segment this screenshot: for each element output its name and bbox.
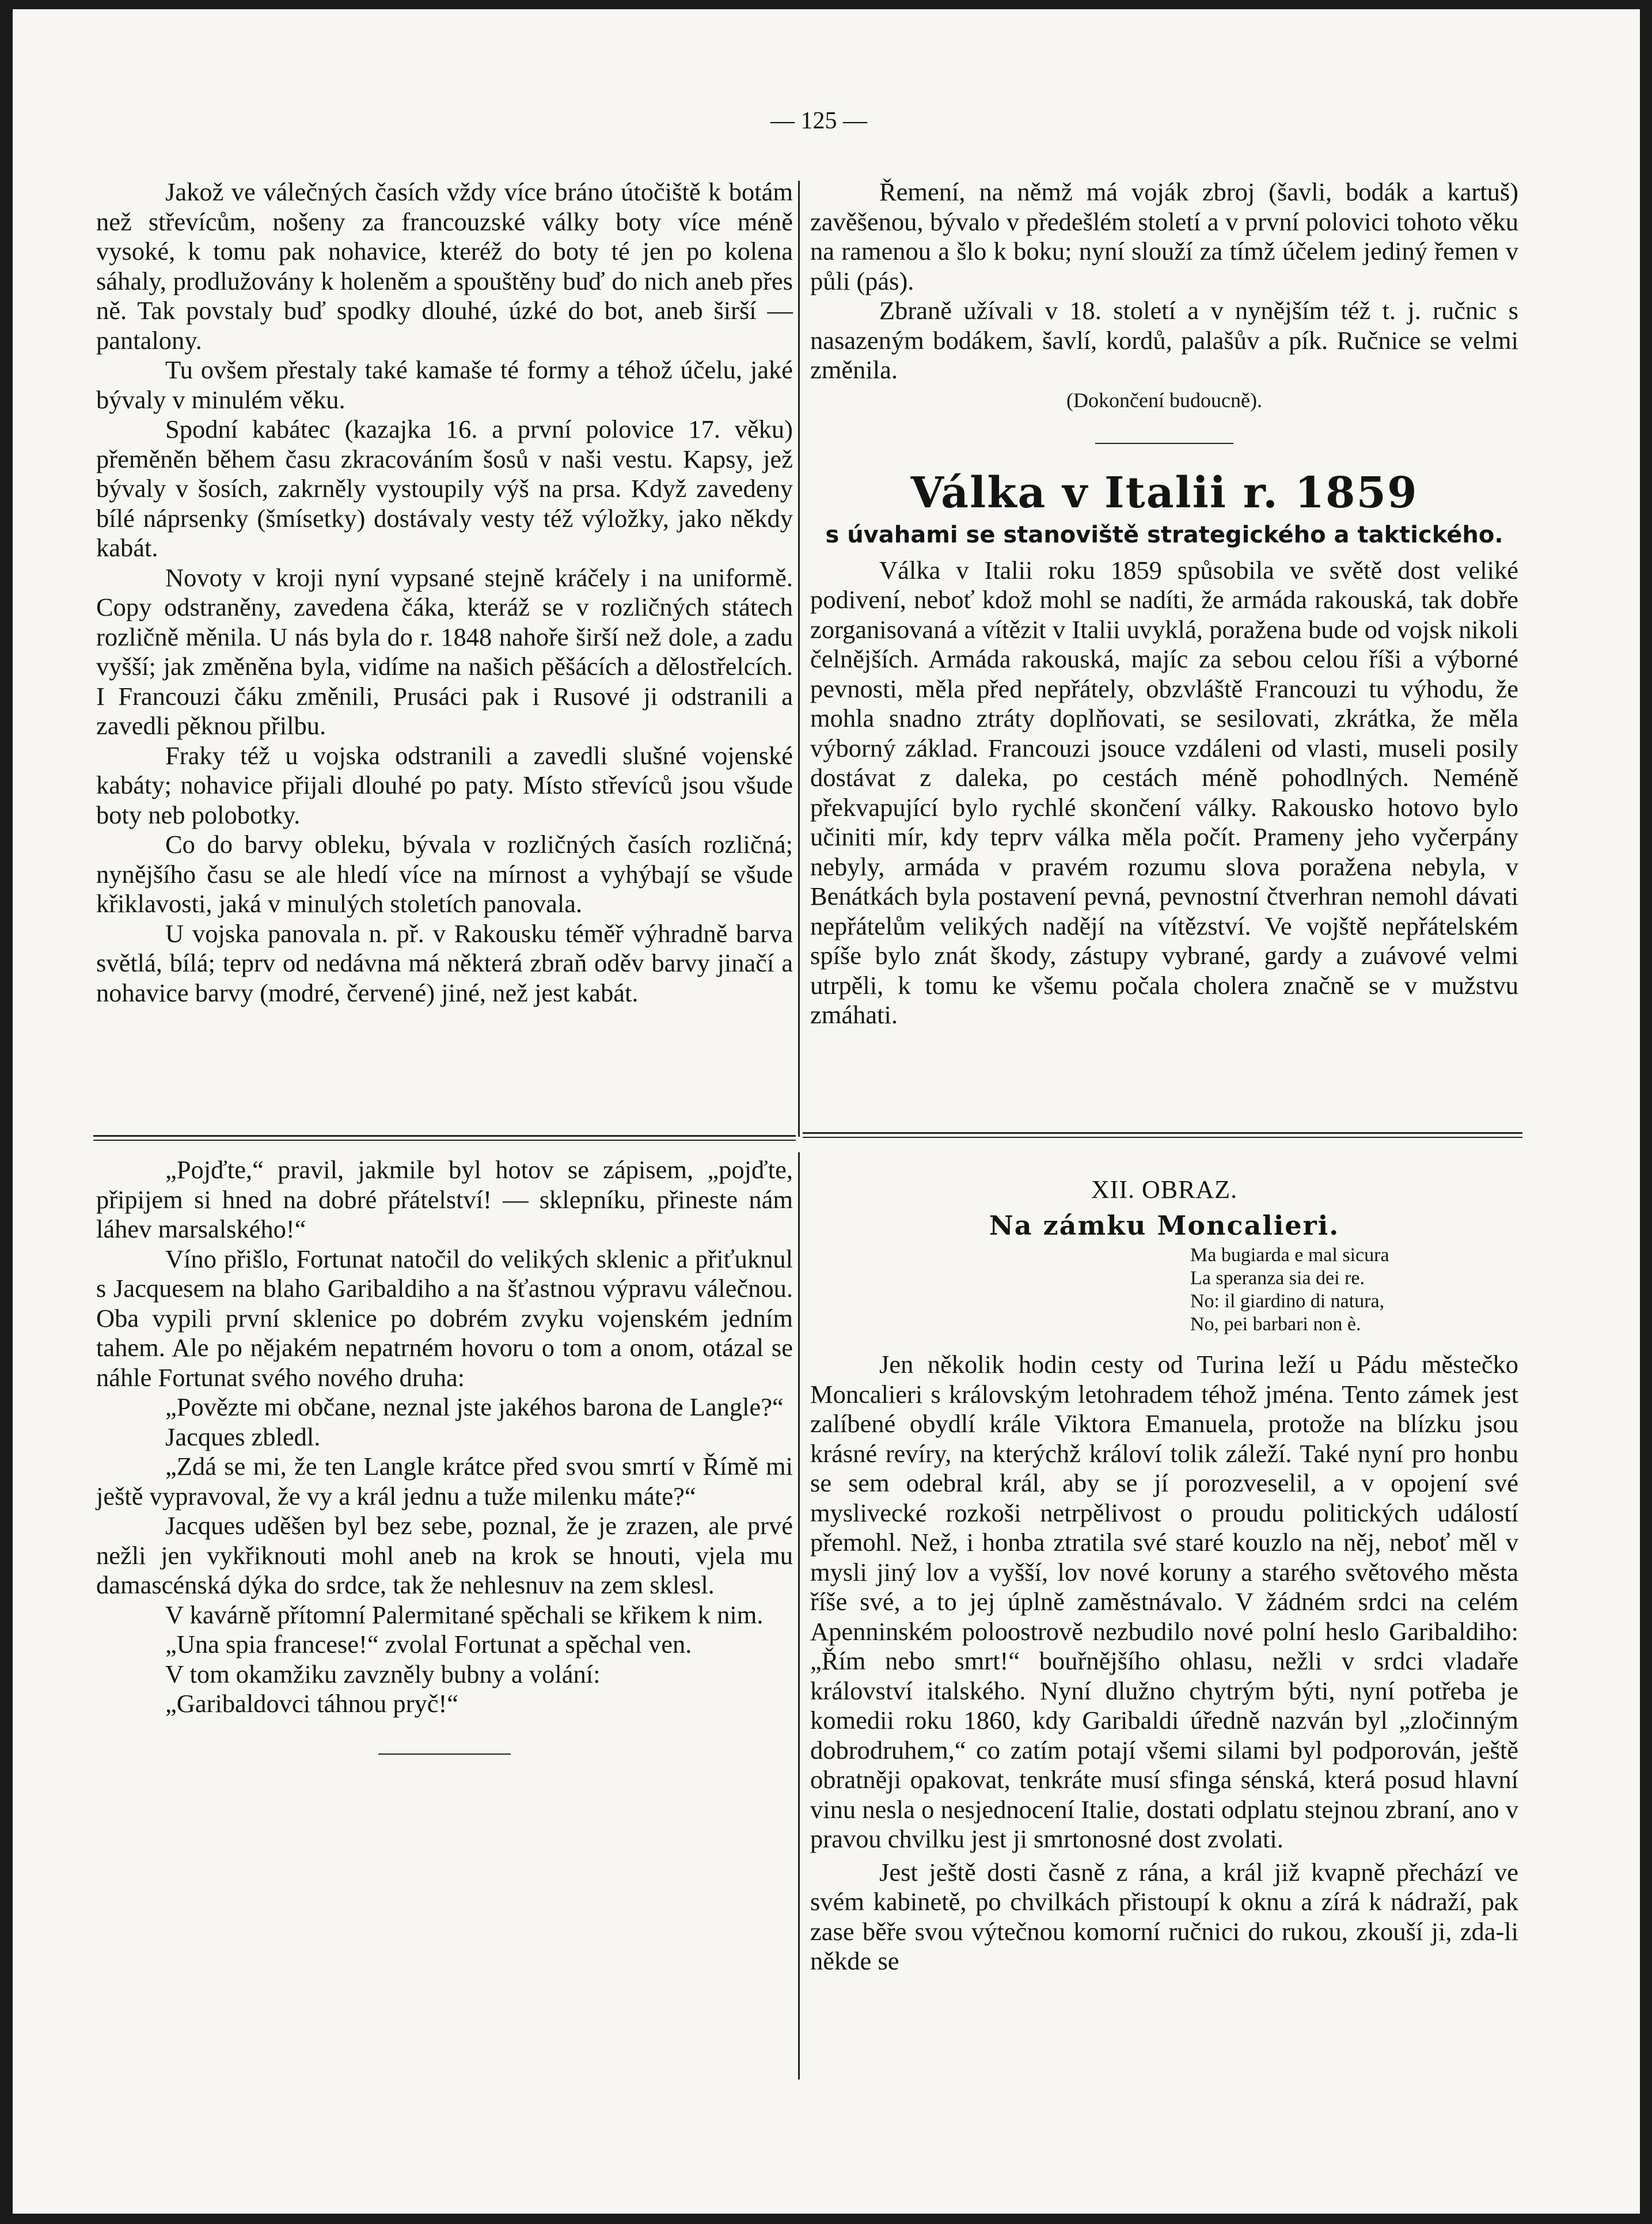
continuation-note: (Dokončení budoucně). [1066, 388, 1262, 412]
right-section-divider [803, 1132, 1522, 1134]
paragraph: Válka v Italii roku 1859 spůsobila ve světě dost veliké podivení, neboť kdož mohl se nadíti, že armáda rakouská, tak dobře zorganisovaná a vítězit v Italii uvyklá, poražena bude od vojsk nikoli čelnějších. Armáda rakouská, majíc za sebou celou říši a výborné pevnosti, měla před nepřátely, obzvláště Francouzi tu výhodu, že mohla snadno ztráty doplňovati, se sesilovati, zkrátka, že měla výborný základ. Francouzi jsouce vzdáleni od vlasti, museli posily dostávat z daleka, po cestách méně pohodlných. Neméně překvapující bylo rychlé skončení války. Rakousko hotovo bylo učiniti mír, kdy teprv válka měla počít. Prameny jeho vyčerpány nebyly, armáda v pravém rozumu slova poražena nebyla, v Benátkách byla postavení pevná, pevnostní čtverhran nemohl dávati nepřátelům velikých nadějí na vítězství. Ve vojště nepřátelském spíše bylo znát škody, zástupy vybrané, gardy a zuávové velmi utrpěli, k tomu ke všemu počala cholera značně se v mužstvu zmáhati. [810, 555, 1518, 1029]
paragraph: Řemení, na němž má voják zbroj (šavli, bodák a kartuš) zavěšenou, bývalo v předešlém století a v první polovici tohoto věku na ramenou a šlo k boku; nyní slouží za tímž účelem jediný řemen v půli (pás). [810, 177, 1518, 295]
left-section-divider-2 [93, 1140, 796, 1141]
left-top-column [96, 177, 793, 1008]
article-headline: Válka v Italii r. 1859 [910, 468, 1418, 518]
paragraph: Jest ještě dosti časně z rána, a král již kvapně přechází ve svém kabinetě, po chvilkách přistoupí k oknu a zírá k nádraží, pak zase běře svou výtečnou komorní ručnici do rukou, zkouší ji, zda-li někde se [810, 1857, 1518, 1975]
paragraph: „Garibaldovci táhnou pryč!“ [165, 1689, 459, 1718]
paragraph: Jakož ve válečných časích vždy více bráno útočiště k botám než střevícům, nošeny za francouzské války boty více méně vysoké, k tomu pak nohavice, kteréž do boty té jen po kolena sáhaly, prodlužovány k holeněm a spouštěny buď do nich aneb přes ně. Tak povstaly buď spodky dlouhé, úzké do bot, aneb širší — pantalony. [96, 177, 793, 355]
paragraph: Jacques zbledl. [165, 1422, 321, 1451]
paragraph: „Pojďte,“ pravil, jakmile byl hotov se zápisem, „pojďte, připijem si hned na dobré přátelství! — sklepníku, přineste nám láhev marsalského!“ [96, 1155, 793, 1243]
paragraph: V kavárně přítomní Palermitané spěchali se křikem k nim. [165, 1600, 764, 1629]
right-top-column [810, 177, 1518, 1030]
motto [1190, 1244, 1518, 1336]
paragraph: Tu ovšem přestaly také kamaše té formy a téhož účelu, jaké bývaly v minulém věku. [96, 355, 793, 414]
column-divider-lower [798, 1152, 800, 2079]
paragraph: Novoty v kroji nyní vypsané stejně kráčely i na uniformě. Copy odstraněny, zavedena čáka, kteráž se v rozličných státech rozličně měnila. U nás byla do r. 1848 nahoře širší než dole, a zadu vyšší; jak změněna byla, vidíme na našich pěšácích a dělostřelcích. I Francouzi čáku změnili, Prusáci pak i Rusové ji odstranili a zavedli pěknou přilbu. [96, 563, 793, 740]
motto-line: No: il giardino di natura, [1190, 1291, 1385, 1312]
motto-line: No, pei barbari non è. [1190, 1314, 1361, 1335]
paragraph: V tom okamžiku zavzněly bubny a volání: [165, 1659, 601, 1688]
motto-line: La speranza sia dei re. [1190, 1267, 1365, 1289]
paragraph: Zbraně užívali v 18. století a v nynějším též t. j. ručnic s nasazeným bodákem, šavlí, kordů, palašův a pík. Ručnice se velmi změnila. [810, 296, 1518, 384]
paragraph: Spodní kabátec (kazajka 16. a první polovice 17. věku) přeměněn během času zkracováním šosů v naši vestu. Kapsy, jež bývaly v šosích, zakrněly vystoupily výš na prsa. Když zavedeny bílé náprsenky (šmísetky) dostávaly vesty též výložky, jako někdy kabát. [96, 415, 793, 562]
left-section-divider [93, 1135, 796, 1137]
left-bottom-column [96, 1155, 793, 1755]
story-end-rule [378, 1754, 511, 1755]
paragraph: Víno přišlo, Fortunat natočil do velikých sklenic a přiťuknul s Jacquesem na blaho Garibaldiho a na šťastnou výpravu válečnou. Oba vypili první sklenice po dobrém zvyku vojenském jedním tahem. Ale po nějakém nepatrném hovoru o tom a onom, otázal se náhle Fortunat svého nového druha: [96, 1244, 793, 1392]
article-subheadline: s úvahami se stanoviště strategického a taktického. [825, 521, 1503, 548]
chapter-title: Na zámku Moncalieri. [989, 1210, 1340, 1241]
paragraph: „Zdá se mi, že ten Langle krátce před svou smrtí v Římě mi ještě vypravoval, že vy a král jednu a tuže milenku máte?“ [96, 1452, 793, 1511]
right-bottom-column [810, 1172, 1518, 1976]
column-divider-upper [798, 181, 800, 1137]
short-divider [1095, 443, 1233, 444]
page-number: — 125 — [770, 108, 867, 134]
paragraph: U vojska panovala n. př. v Rakousku téměř výhradně barva světlá, bílá; teprv od nedávna má některá zbraň oděv barvy jinačí a nohavice barvy (modré, červené) jiné, než jest kabát. [96, 919, 793, 1007]
page [13, 9, 1640, 2214]
paragraph: Jen několik hodin cesty od Turina leží u Pádu městečko Moncalieri s královským letohradem téhož jména. Tento zámek jest zalíbené obydlí krále Viktora Emanuela, protože na blízku jsou krásné revíry, na kterýchž královí tolik záleží. Také nyní pro honbu se sem odebral král, aby se jí porozveselil, a v opojení své myslivecké rozkoši netrpělivost o proudu politických událostí přemohl. Než, i honba ztratila své staré kouzlo na něj, neboť měl v mysli jiný lov a vyšší, lov nové koruny a starého světového města říše své, a to jej úplně zaměstnávalo. V žádném srdci na celém Apenninském poloostrově nezbudilo nové polní heslo Garibaldiho: „Řím nebo smrt!“ bouřnějšího ohlasu, nežli v srdci vladaře království italského. Nyní dlužno chytrým býti, nyní potřeba je komedii roku 1860, kdy Garibaldi úředně nazván byl „zločinným dobrodruhem,“ co zatím potají všemi silami byl podporován, ještě obratněji opakovat, tenkráte musí sfinga sénská, která posud hlavní vinu nesla o nesjednocení Italie, dostati odplatu stejnou zbraní, ano v pravou chvilku jest ji smrtonosné dost zvolati. [810, 1350, 1518, 1853]
chapter-heading: XII. OBRAZ. [1091, 1175, 1238, 1204]
motto-line: Ma bugiarda e mal sicura [1190, 1244, 1389, 1266]
paragraph: Co do barvy obleku, bývala v rozličných časích rozličná; nynějšího času se ale hledí více na mírnost a vyhýbají se všude křiklavosti, jaká v minulých stoletích panovala. [96, 830, 793, 918]
paragraph: „Una spia francese!“ zvolal Fortunat a spěchal ven. [165, 1630, 692, 1658]
right-section-divider-2 [803, 1137, 1522, 1138]
paragraph: „Povězte mi občane, neznal jste jakéhos barona de Langle?“ [165, 1392, 784, 1421]
paragraph: Jacques uděšen byl bez sebe, poznal, že je zrazen, ale prvé nežli jen vykřiknouti mohl aneb na krok se hnouti, vjela mu damascénská dýka do srdce, tak že nehlesnuv na zem sklesl. [96, 1511, 793, 1599]
paragraph: Fraky též u vojska odstranili a zavedli slušné vojenské kabáty; nohavice přijali dlouhé po paty. Místo střevíců jsou všude boty neb polobotky. [96, 741, 793, 829]
